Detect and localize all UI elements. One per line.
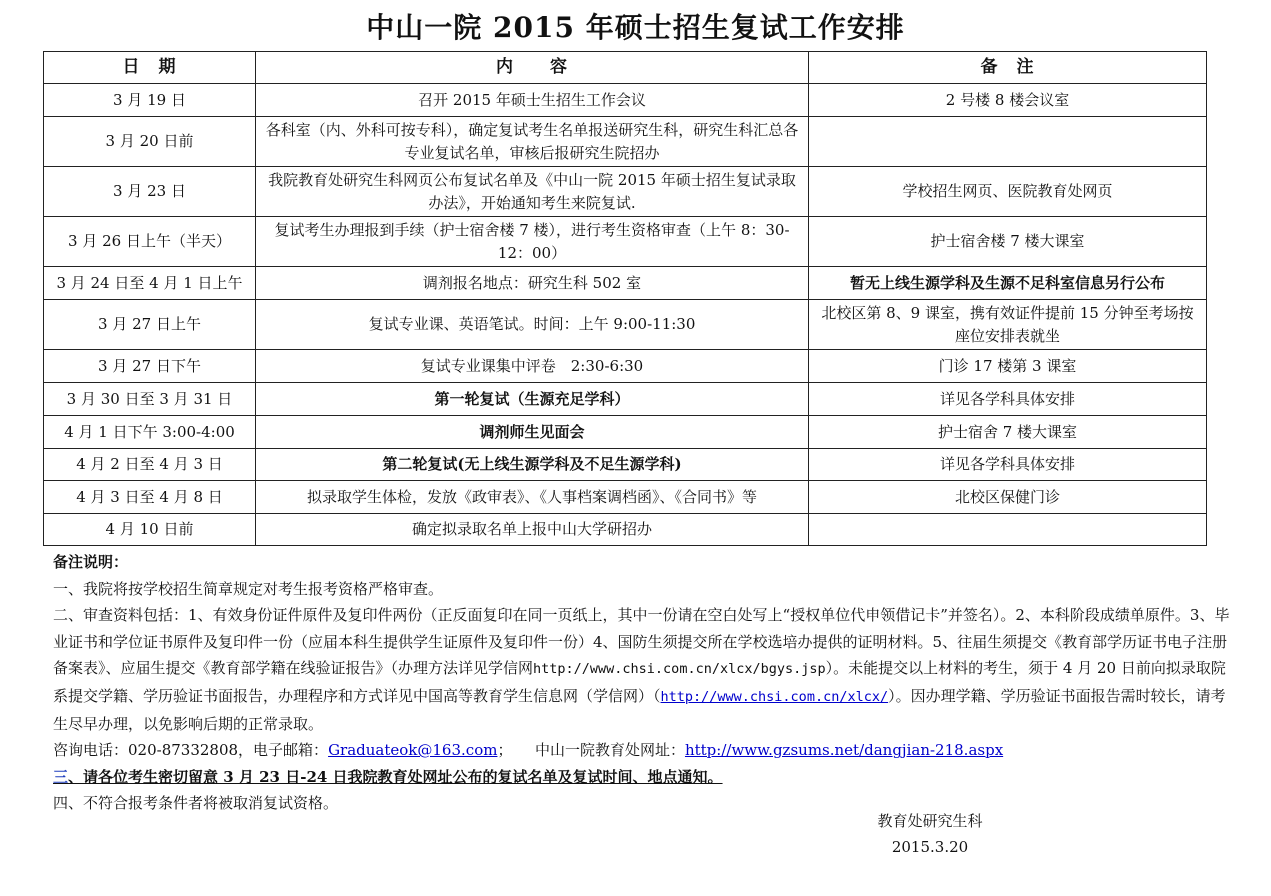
row-date: 3 月 26 日上午（半天） xyxy=(44,217,256,267)
row-remark: 详见各学科具体安排 xyxy=(809,449,1207,481)
row-content: 调剂报名地点：研究生科 502 室 xyxy=(256,267,809,300)
table-row xyxy=(44,167,1207,217)
row-date: 3 月 27 日上午 xyxy=(44,300,256,350)
header-remark: 备 注 xyxy=(809,52,1207,84)
table-row xyxy=(44,416,1207,449)
note-3-number: 三 xyxy=(53,767,69,786)
row-date: 4 月 10 日前 xyxy=(44,514,256,546)
table-row xyxy=(44,267,1207,300)
row-date: 3 月 20 日前 xyxy=(44,117,256,167)
note-2-part-c: ）。因办理学籍、学历验证书面报告需时较长，请考生尽早办理，以免影响后期的正常录取。 xyxy=(53,686,1226,733)
row-remark: 护士宿舍楼 7 楼大课室 xyxy=(809,217,1207,267)
note-2 xyxy=(53,602,1233,737)
bgys-url-text: http://www.chsi.com.cn/xlcx/bgys.jsp xyxy=(533,661,826,678)
note-2-part-b: ）。未能提交以上材料的考生，须于 4 月 20 日前向拟录取院系提交学籍、学历验证书面报告，办理程序和方式详见中国高等教育学生信息网（学信网）（ xyxy=(53,659,1226,705)
table-row xyxy=(44,449,1207,481)
row-content: 复试专业课、英语笔试。时间：上午 9:00-11:30 xyxy=(256,300,809,350)
note-1: 一、我院将按学校招生简章规定对考生报考资格严格审查。 xyxy=(53,579,444,598)
row-date: 4 月 3 日至 4 月 8 日 xyxy=(44,481,256,514)
table-row xyxy=(44,300,1207,350)
row-content: 第一轮复试（生源充足学科） xyxy=(256,383,809,416)
schedule-table xyxy=(43,51,1207,546)
website-link[interactable]: http://www.gzsums.net/dangjian-218.aspx xyxy=(684,741,1004,760)
note-3-text: 、请各位考生密切留意 3 月 23 日-24 日我院教育处网址公布的复试名单及复试时间、地点通知。 xyxy=(68,767,723,786)
row-content: 第二轮复试(无上线生源学科及不足生源学科) xyxy=(256,449,809,481)
row-date: 3 月 24 日至 4 月 1 日上午 xyxy=(44,267,256,300)
row-date: 3 月 27 日下午 xyxy=(44,350,256,383)
email-link[interactable]: Graduateok@163.com xyxy=(328,741,498,760)
row-content: 召开 2015 年硕士生招生工作会议 xyxy=(256,84,809,117)
row-content: 复试专业课集中评卷 2:30-6:30 xyxy=(256,350,809,383)
note-2-part-a: 二、审查资料包括：1、有效身份证件原件及复印件两份（正反面复印在同一页纸上，其中一份请在空白处写上“授权单位代申领借记卡”并签名）。2、本科阶段成绩单原件。3、毕业证书和学位证书原件及复印件一份（应届本科生提供学生证原件及复印件一份）4、国防生须提交所在学校选培办提供的证明材料。5、往届生须提交《教育部学历证书电子注册备案表》、应届生提交《教育部学籍在线验证报告》（办理方法详见学信网 xyxy=(53,606,1230,678)
row-remark: 北校区第 8、9 课室，携有效证件提前 15 分钟至考场按座位安排表就坐 xyxy=(809,300,1207,350)
note-4: 四、不符合报考条件者将被取消复试资格。 xyxy=(53,794,339,813)
row-content: 复试考生办理报到手续（护士宿舍楼 7 楼），进行考生资格审查（上午 8：30-12：00） xyxy=(256,217,809,267)
table-row xyxy=(44,117,1207,167)
table-row xyxy=(44,481,1207,514)
chsi-link[interactable]: http://www.chsi.com.cn/xlcx/ xyxy=(660,688,889,705)
contact-line xyxy=(53,737,1233,764)
row-remark: 2 号楼 8 楼会议室 xyxy=(809,84,1207,117)
header-content: 内 容 xyxy=(256,52,809,84)
header-date: 日 期 xyxy=(44,52,256,84)
notes-section xyxy=(53,549,1233,817)
row-date: 3 月 30 日至 3 月 31 日 xyxy=(44,383,256,416)
row-date: 3 月 19 日 xyxy=(44,84,256,117)
row-remark: 护士宿舍 7 楼大课室 xyxy=(809,416,1207,449)
row-content: 各科室（内、外科可按专科），确定复试考生名单报送研究生科，研究生科汇总各专业复试名单，审核后报研究生院招办 xyxy=(256,117,809,167)
notes-heading: 备注说明： xyxy=(53,553,129,571)
row-content: 调剂师生见面会 xyxy=(256,416,809,449)
row-remark: 学校招生网页、医院教育处网页 xyxy=(809,167,1207,217)
signature-dept: 教育处研究生科 xyxy=(877,812,983,830)
page-title: 中山一院 2015 年硕士招生复试工作安排 xyxy=(366,11,905,44)
row-remark: 暂无上线生源学科及生源不足科室信息另行公布 xyxy=(809,267,1207,300)
table-row xyxy=(44,383,1207,416)
row-content: 拟录取学生体检，发放《政审表》、《人事档案调档函》、《合同书》等 xyxy=(256,481,809,514)
row-remark: 门诊 17 楼第 3 课室 xyxy=(809,350,1207,383)
table-row xyxy=(44,350,1207,383)
row-remark xyxy=(809,117,1207,167)
contact-site-label: ； 中山一院教育处网址： xyxy=(497,741,685,760)
row-date: 3 月 23 日 xyxy=(44,167,256,217)
row-content: 确定拟录取名单上报中山大学研招办 xyxy=(256,514,809,546)
row-remark: 详见各学科具体安排 xyxy=(809,383,1207,416)
signature-block xyxy=(870,808,990,860)
table-row xyxy=(44,84,1207,117)
row-content: 我院教育处研究生科网页公布复试名单及《中山一院 2015 年硕士招生复试录取办法》，开始通知考生来院复试. xyxy=(256,167,809,217)
row-date: 4 月 1 日下午 3:00-4:00 xyxy=(44,416,256,449)
table-row xyxy=(44,514,1207,546)
contact-phone: 咨询电话：020-87332808，电子邮箱： xyxy=(53,741,329,760)
row-date: 4 月 2 日至 4 月 3 日 xyxy=(44,449,256,481)
table-header-row xyxy=(44,52,1207,84)
table-row xyxy=(44,217,1207,267)
row-remark: 北校区保健门诊 xyxy=(809,481,1207,514)
signature-date: 2015.3.20 xyxy=(891,838,969,856)
note-3 xyxy=(53,764,1233,791)
row-remark xyxy=(809,514,1207,546)
